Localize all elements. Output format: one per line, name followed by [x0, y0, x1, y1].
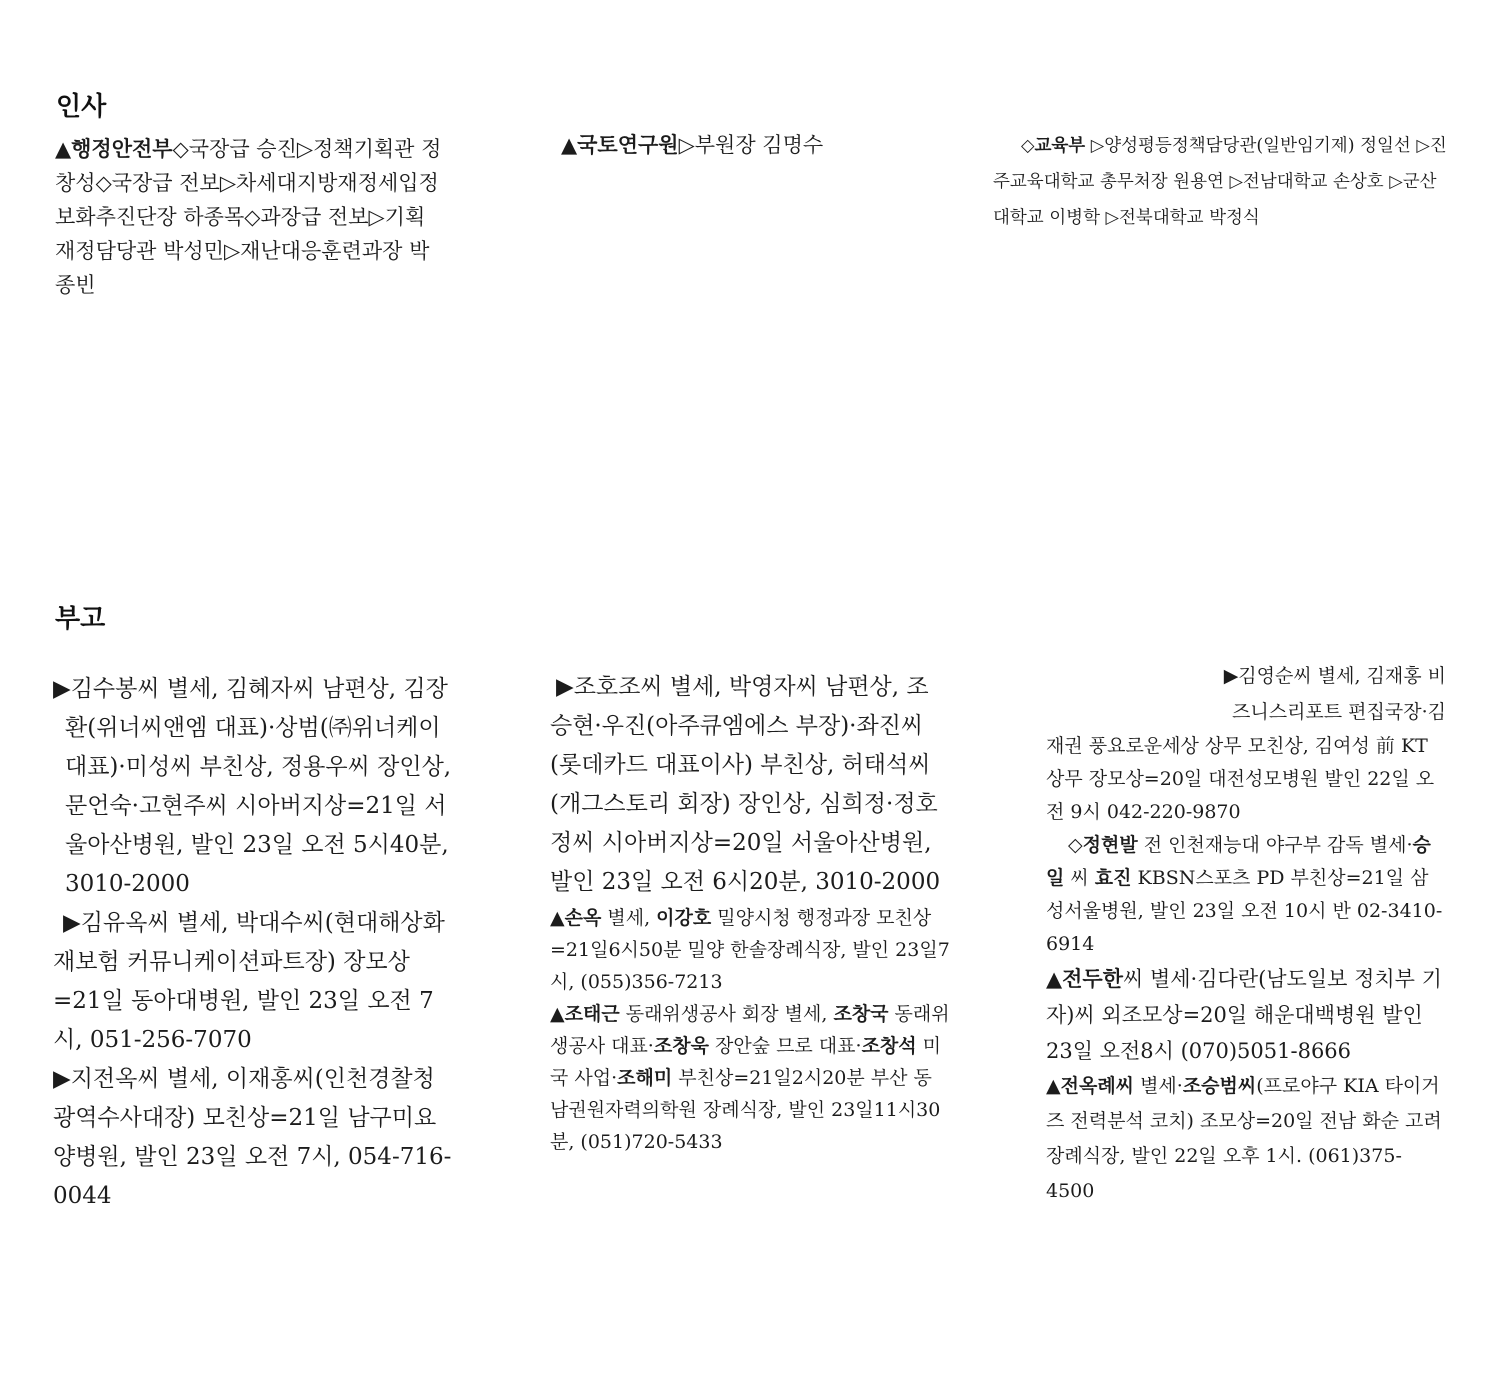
text: 씨: [1064, 867, 1095, 889]
text: 전 인천재능대 야구부 감독 별세·: [1137, 834, 1413, 856]
text: 미국 사업·: [550, 1035, 942, 1089]
insa-col-3: [993, 128, 1448, 236]
text: (프로야구 KIA 타이거즈 전력분석 코치) 조모상=20일 전남 화순 고려장례식장, 발인 22일 오후 1시. (061)375-4500: [1046, 1075, 1442, 1202]
insa-heading: 인사: [56, 92, 107, 122]
obituary-entry: ▶조호조씨 별세, 박영자씨 남편상, 조승현·우진(아주큐엠에스 부장)·좌진씨(롯데카드 대표이사) 부친상, 허태석씨(개그스토리 회장) 장인상, 심희정·정호정씨 시아버지상=20일 서울아산병원, 발인 23일 오전 6시20분, 3010-2000: [550, 674, 941, 895]
insa-org: ▲행정안전부: [55, 137, 173, 161]
name-bold: 조해미: [617, 1067, 673, 1089]
obituary-entry: [1046, 1069, 1446, 1209]
insa-text: ▷양성평등정책담당관(일반임기제) 정일선 ▷진주교육대학교 총무처장 원용연 ▷전남대학교 손상호 ▷군산대학교 이병학 ▷전북대학교 박정식: [993, 136, 1447, 228]
insa-text: ▷부원장 김명수: [678, 133, 824, 157]
obituary-entry: ▶김수봉씨 별세, 김혜자씨 남편상, 김장환(위너씨앤엠 대표)·상범(㈜위너케이 대표)·미성씨 부친상, 정용우씨 장인상, 문언숙·고현주씨 시아버지상=21일 서울아산병원, 발인 23일 오전 5시40분, 3010-2000: [53, 676, 452, 897]
bugo-col-2: [550, 668, 950, 1158]
obituary-entry: [1046, 961, 1446, 1069]
name-bold: 이강호: [656, 907, 712, 929]
obituary-entry: [550, 998, 950, 1158]
name-bold: 조창석: [861, 1035, 917, 1057]
obituary-entry: [1046, 829, 1446, 961]
obituary-entry-head: ▶김영순씨 별세, 김재홍 비즈니스리포트 편집국장·김: [1223, 665, 1446, 723]
text: 동래위생공사 회장 별세,: [619, 1003, 834, 1025]
text: 별세,: [601, 907, 657, 929]
name-bold: 조승범씨: [1182, 1075, 1257, 1097]
text: 장안숲 므로 대표·: [708, 1035, 862, 1057]
name-bold: 조창욱: [653, 1035, 709, 1057]
bugo-heading: 부고: [55, 604, 106, 634]
text: 별세·: [1134, 1075, 1183, 1097]
text: 부친상=21일2시20분 부산 동남권원자력의학원 장례식장, 발인 23일11시30분, (051)720-5433: [550, 1067, 941, 1153]
insa-entry: [55, 132, 445, 302]
text: 씨 별세·김다란(남도일보 정치부 기자)씨 외조모상=20일 해운대백병원 발인 23일 오전8시 (070)5051-8666: [1046, 967, 1442, 1063]
insa-entry: [561, 128, 941, 162]
obituary-entry: [550, 902, 950, 998]
insa-entry: [993, 128, 1448, 236]
insa-text: ◇국장급 승진▷정책기획관 정창성◇국장급 전보▷차세대지방재정세입정보화추진단장 하종목◇과장급 전보▷기획재정담당관 박성민▷재난대응훈련과장 박종빈: [55, 137, 442, 297]
name-bold: 승일: [1046, 834, 1431, 889]
name-bold: ▲전두한: [1046, 967, 1124, 991]
bugo-col-1: [53, 670, 453, 1216]
text: 밀양시청 행정과장 모친상=21일6시50분 밀양 한솔장례식장, 발인 23일7시, (055)356-7213: [550, 907, 950, 993]
bugo-col-3: [1046, 658, 1446, 1209]
name-bold: ▲전옥례씨: [1046, 1075, 1135, 1097]
insa-col-2: [561, 128, 941, 162]
obituary-entry: ▶지전옥씨 별세, 이재홍씨(인천경찰청 광역수사대장) 모친상=21일 남구미요양병원, 발인 23일 오전 7시, 054-716-0044: [53, 1066, 452, 1209]
name-bold: 조창국: [833, 1003, 889, 1025]
insa-col-1: [55, 132, 445, 302]
name-bold: ▲조태근: [550, 1003, 620, 1025]
text: 동래위생공사 대표·: [550, 1003, 950, 1057]
insa-org: ▲국토연구원: [561, 133, 679, 157]
name-bold: ▲손옥: [550, 907, 602, 929]
name-bold: 효진: [1094, 867, 1132, 889]
obituary-entry: ▶김유옥씨 별세, 박대수씨(현대해상화재보험 커뮤니케이션파트장) 장모상=21일 동아대병원, 발인 23일 오전 7시, 051-256-7070: [53, 910, 445, 1053]
obituary-entry-body: 재권 풍요로운세상 상무 모친상, 김여성 前 KT 상무 장모상=20일 대전성모병원 발인 22일 오전 9시 042-220-9870: [1046, 735, 1435, 823]
insa-org: ◇교육부: [1021, 136, 1086, 156]
text: KBSN스포츠 PD 부친상=21일 삼성서울병원, 발인 23일 오전 10시 반 02-3410-6914: [1046, 867, 1443, 955]
name-bold: ◇정현발: [1068, 834, 1138, 856]
